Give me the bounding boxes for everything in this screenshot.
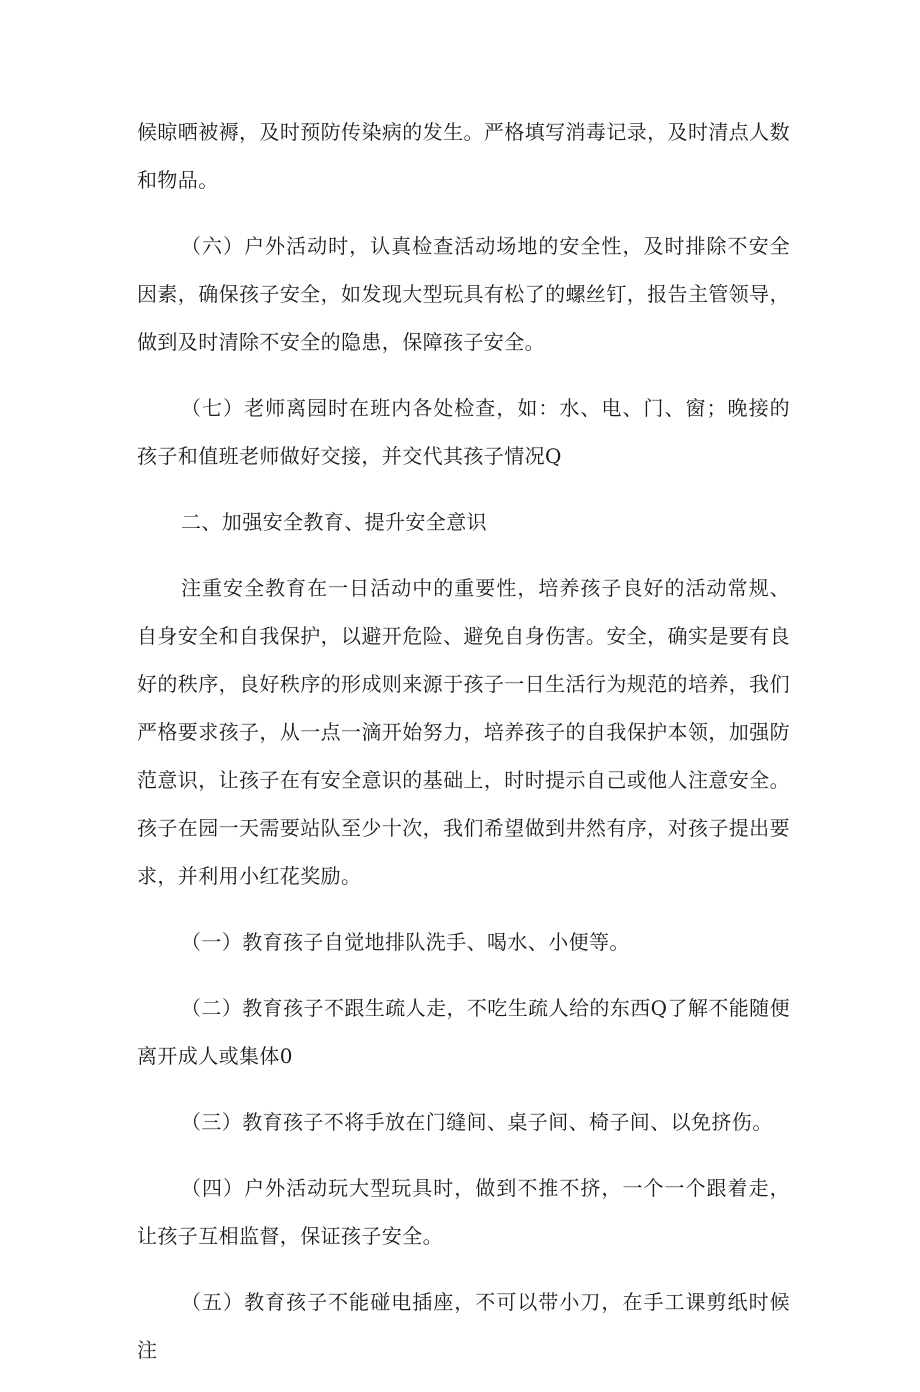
- paragraph-item-six: （六）户外活动时，认真检查活动场地的安全性，及时排除不安全因素，确保孩子安全，如发现大型玩具有松了的螺丝钉，报告主管领导，做到及时清除不安全的隐患，保障孩子安全。: [137, 234, 790, 354]
- paragraph-safety-education-intro: 注重安全教育在一日活动中的重要性，培养孩子良好的活动常规、自身安全和自我保护，以避开危险、避免自身伤害。安全，确实是要有良好的秩序，良好秩序的形成则来源于孩子一日生活行为规范的培养，我们严格要求孩子，从一点一滴开始努力，培养孩子的自我保护本领，加强防范意识，让孩子在有安全意识的基础上，时时提示自己或他人注意安全。孩子在园一天需要站队至少十次，我们希望做到井然有序，对孩子提出要求，并利用小红花奖励。: [137, 576, 790, 888]
- paragraph-hygiene-continued: 候晾晒被褥，及时预防传染病的发生。严格填写消毒记录，及时清点人数和物品。: [137, 120, 790, 192]
- section-heading-safety-education: 二、加强安全教育、提升安全意识: [181, 510, 487, 534]
- paragraph-item-seven: （七）老师离园时在班内各处检查，如：水、电、门、窗；晚接的孩子和值班老师做好交接，并交代其孩子情况Q: [137, 396, 790, 468]
- paragraph-edu-item-two: （二）教育孩子不跟生疏人走，不吃生疏人给的东西Q了解不能随便离开成人或集体0: [137, 996, 790, 1068]
- paragraph-edu-item-four: （四）户外活动玩大型玩具时，做到不推不挤，一个一个跟着走，让孩子互相监督，保证孩子安全。: [137, 1176, 790, 1248]
- paragraph-edu-item-three: （三）教育孩子不将手放在门缝间、桌子间、椅子间、以免挤伤。: [181, 1110, 773, 1134]
- paragraph-edu-item-one: （一）教育孩子自觉地排队洗手、喝水、小便等。: [181, 930, 630, 954]
- document-page: [137, 108, 790, 1392]
- paragraph-edu-item-five: （五）教育孩子不能碰电插座，不可以带小刀，在手工课剪纸时候注: [137, 1290, 790, 1362]
